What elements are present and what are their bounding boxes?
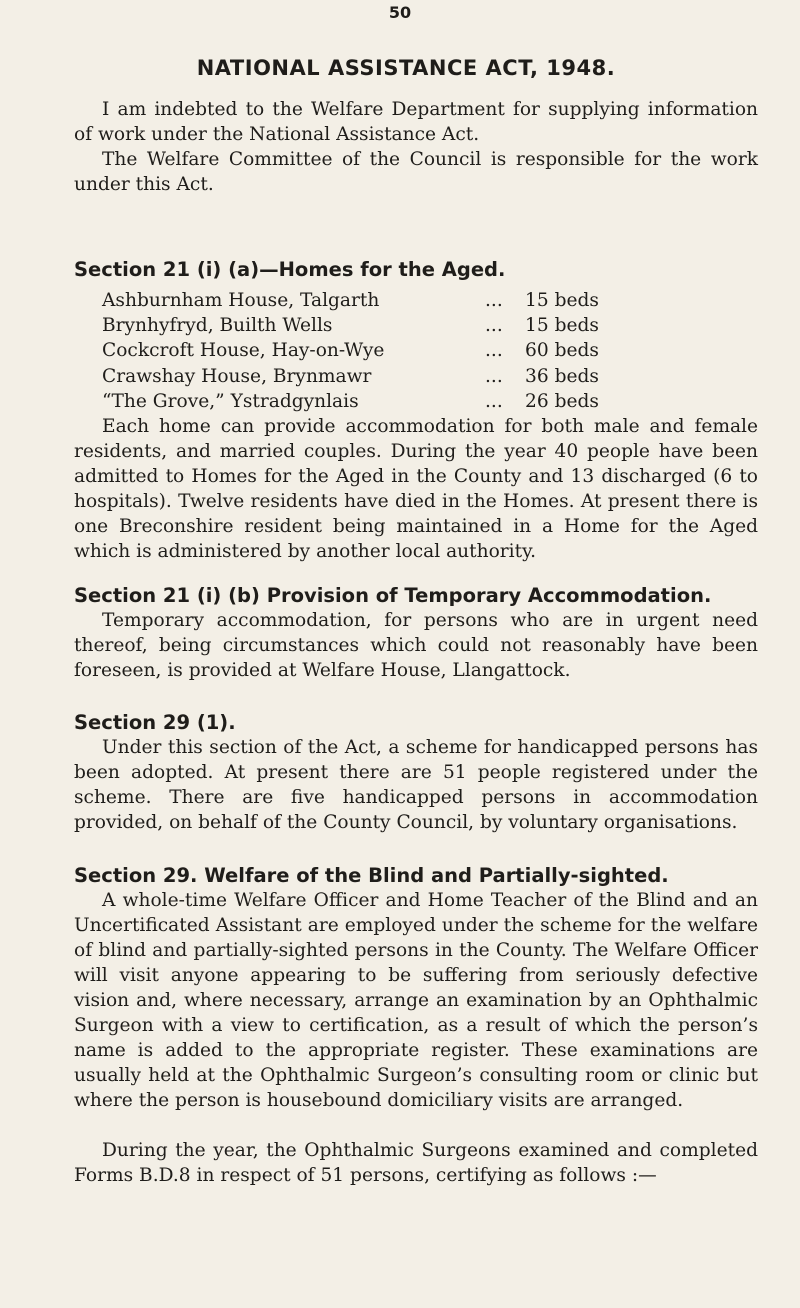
dot-leader: ... [485, 390, 503, 412]
section-21b-heading: Section 21 (i) (b) Provision of Temporary Accommodation. [74, 584, 712, 607]
home-beds: 15 beds [525, 290, 599, 311]
home-name: “The Grove,” Ystradgynlais [102, 390, 359, 412]
section-29-blind-heading: Section 29. Welfare of the Blind and Partially-sighted. [74, 864, 669, 887]
intro-paragraph-2: The Welfare Committee of the Council is responsible for the work under this Act. [74, 149, 758, 195]
home-row [102, 338, 722, 363]
home-row [102, 389, 722, 414]
section-21b-paragraph: Temporary accommodation, for persons who are in urgent need thereof, being circumstances which could not reasonably have been foreseen, is provided at Welfare House, Llangattock. [74, 610, 758, 681]
home-row [102, 313, 722, 338]
section-21a-paragraph: Each home can provide accommodation for both male and female residents, and married couples. During the year 40 people have been admitted to Homes for the Aged in the County and 13 discharged (6 to hospitals). Twelve residents have died in the Homes. At present there is one Breconshire resident being maintained in a Home for the Aged which is administered by another local authority. [74, 416, 758, 562]
page-number: 50 [388, 3, 412, 22]
page-title: NATIONAL ASSISTANCE ACT, 1948. [196, 56, 616, 80]
home-name: Ashburnham House, Talgarth [102, 290, 380, 311]
home-name: Crawshay House, Brynmawr [102, 365, 372, 387]
homes-list [102, 288, 722, 414]
home-beds: 36 beds [525, 365, 599, 387]
home-row [102, 288, 722, 313]
intro-paragraph-1: I am indebted to the Welfare Department for supplying information of work under the National Assistance Act. [74, 99, 758, 145]
home-beds: 26 beds [525, 390, 599, 412]
home-name: Cockcroft House, Hay-on-Wye [102, 340, 385, 362]
home-beds: 15 beds [525, 315, 599, 337]
home-beds: 60 beds [525, 340, 599, 362]
home-row [102, 364, 722, 389]
section-29-blind-paragraph-1: A whole-time Welfare Officer and Home Teacher of the Blind and an Uncertificated Assistant are employed under the scheme for the welfare of blind and partially-sighted persons in the County. The Welfare Officer will visit anyone appearing to be suffering from seriously defective vision and, where necessary, arrange an examination by an Ophthalmic Surgeon with a view to certification, as a result of which the person’s name is added to the appropriate register. These examinations are usually held at the Ophthalmic Surgeon’s consulting room or clinic but where the person is housebound domiciliary visits are arranged. [74, 890, 758, 1111]
dot-leader: ... [485, 340, 503, 362]
section-29-1-heading: Section 29 (1). [74, 711, 236, 734]
section-29-blind-paragraph-2: During the year, the Ophthalmic Surgeons examined and completed Forms B.D.8 in respect of 51 persons, certifying as follows :— [74, 1140, 758, 1186]
section-29-1-paragraph: Under this section of the Act, a scheme for handicapped persons has been adopted. At present there are 51 people registered under the scheme. There are five handicapped persons in accommodation provided, on behalf of the County Council, by voluntary organisations. [74, 737, 758, 833]
dot-leader: ... [485, 365, 503, 387]
dot-leader: ... [485, 315, 503, 337]
dot-leader: ... [485, 290, 503, 311]
home-name: Brynhyfryd, Builth Wells [102, 315, 333, 337]
section-21a-heading: Section 21 (i) (a)—Homes for the Aged. [74, 258, 506, 281]
